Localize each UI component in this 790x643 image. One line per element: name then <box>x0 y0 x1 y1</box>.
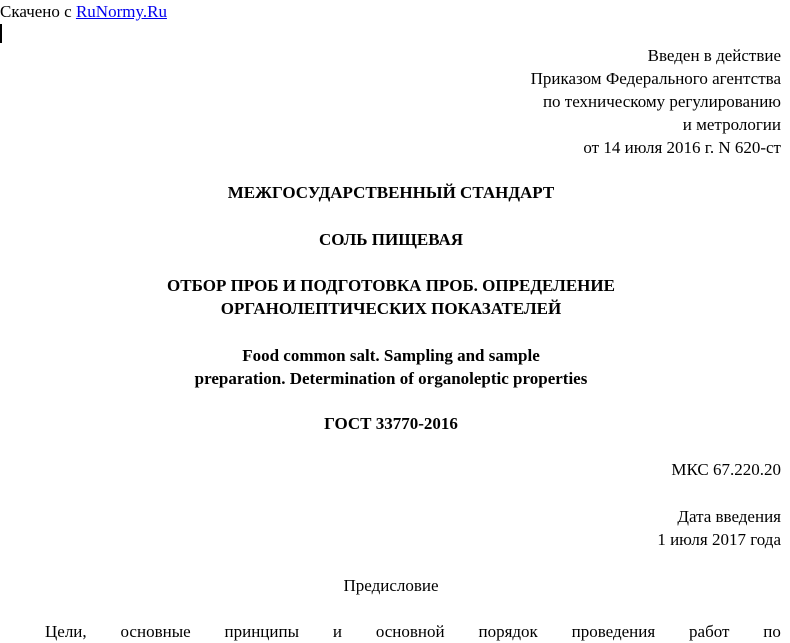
adoption-notice <box>531 44 781 159</box>
designation-heading <box>0 412 782 435</box>
preface-word: проведения <box>571 622 656 641</box>
preface-word: и <box>332 622 342 641</box>
title-en-line: Food common salt. Sampling and sample <box>242 346 540 365</box>
preface-word: Цели, <box>45 622 87 641</box>
preface-word: работ <box>689 622 730 641</box>
standard-type-heading <box>0 181 782 204</box>
adoption-line: Введен в действие <box>647 46 781 65</box>
preface-word: порядок <box>478 622 538 641</box>
subtitle-ru-line: ОТБОР ПРОБ И ПОДГОТОВКА ПРОБ. ОПРЕДЕЛЕНИЕ <box>167 276 615 295</box>
source-prefix: Скачено с <box>0 2 76 21</box>
adoption-line: и метрологии <box>682 115 781 134</box>
preface-word: принципы <box>224 622 300 641</box>
preface-word: по <box>763 622 781 641</box>
introduction-date-label: Дата введения <box>677 507 781 526</box>
adoption-line: по техническому регулированию <box>542 92 781 111</box>
title-en-heading <box>0 344 782 390</box>
title-en-line: preparation. Determination of organoleptic properties <box>194 369 588 388</box>
subtitle-ru-line: ОРГАНОЛЕПТИЧЕСКИХ ПОКАЗАТЕЛЕЙ <box>220 299 562 318</box>
text-cursor <box>0 24 2 43</box>
preface-heading: Предисловие <box>343 576 439 595</box>
mks-code: МКС 67.220.20 <box>671 460 781 479</box>
source-line <box>0 0 167 23</box>
title-ru-heading <box>0 228 782 251</box>
standard-type-text: МЕЖГОСУДАРСТВЕННЫЙ СТАНДАРТ <box>227 183 555 202</box>
introduction-date-value: 1 июля 2017 года <box>657 530 781 549</box>
preface-word: основные <box>120 622 191 641</box>
title-ru-text: СОЛЬ ПИЩЕВАЯ <box>318 230 464 249</box>
designation-text: ГОСТ 33770-2016 <box>324 414 458 433</box>
adoption-line: от 14 июля 2016 г. N 620-ст <box>583 138 781 157</box>
subtitle-ru-heading <box>0 274 782 320</box>
preface-word: основной <box>375 622 445 641</box>
adoption-line: Приказом Федерального агентства <box>530 69 781 88</box>
source-link[interactable]: RuNormy.Ru <box>75 2 167 21</box>
